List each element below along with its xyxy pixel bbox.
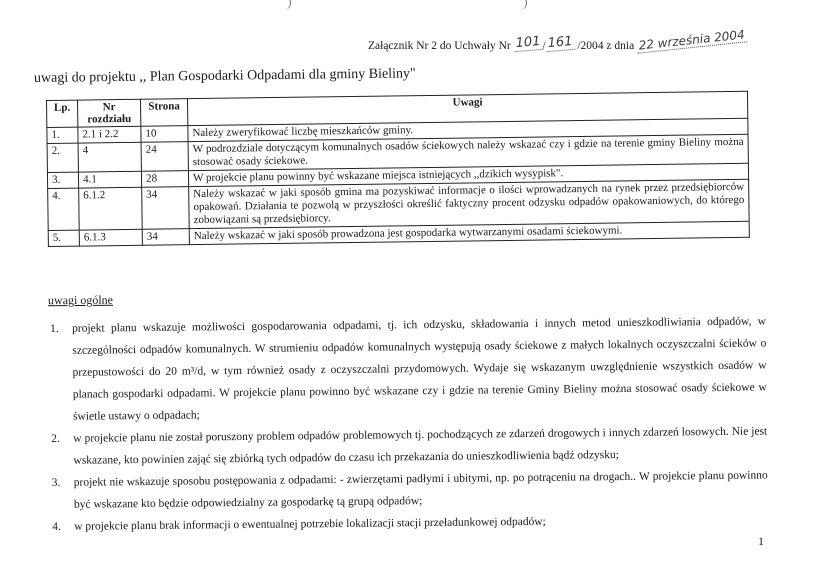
cell-chapter: 6.1.3 xyxy=(79,229,142,246)
cell-page: 34 xyxy=(142,229,189,246)
list-item-number: 3. xyxy=(51,476,61,489)
binder-hole-mark xyxy=(280,0,291,10)
handwritten-resolution-number-1: 101 xyxy=(513,34,543,52)
cell-lp: 5. xyxy=(48,230,79,246)
page-number: 1 xyxy=(758,534,764,548)
handwritten-date: 22 września 2004 xyxy=(636,27,747,53)
header-page: Strona xyxy=(140,99,187,127)
cell-page: 28 xyxy=(141,171,188,188)
attachment-header: Załącznik Nr 2 do Uchwały Nr 101 /161 /2004 z dnia 22 września 2004 xyxy=(368,38,808,54)
header-chapter: Nr rozdziału xyxy=(78,99,141,127)
cell-chapter: 4 xyxy=(78,142,141,172)
cell-page: 24 xyxy=(141,142,188,172)
list-item xyxy=(51,420,767,471)
list-item-text: projekt nie wskazuje sposobu postępowania z odpadami: - zwierzętami padłymi i ubitymi, np. po potrąceniu na drogach.. W projekcie planu powinno być wskazane kto będzie odpowiedzialny za gospodarkę tą grupą odpadów; xyxy=(73,469,768,511)
cell-page: 10 xyxy=(141,126,188,143)
remarks-table-wrapper xyxy=(46,91,750,247)
list-item-text: w projekcie planu brak informacji o ewentualnej potrzebie lokalizacji stacji przeładunkowej odpadów; xyxy=(74,515,546,533)
attachment-year: /2004 z dnia xyxy=(577,40,635,52)
list-item-number: 4. xyxy=(52,520,61,533)
cell-chapter: 2.1 i 2.2 xyxy=(78,126,141,143)
list-item-number: 1. xyxy=(50,322,59,335)
cell-lp: 4. xyxy=(48,188,80,230)
list-item-text: w projekcie planu nie został poruszony problem odpadów problemowych tj. pochodzących ze zdarzeń drogowych i innych zdarzeń losowych. Nie jest wskazane, kto powinien zająć się zbiórką tych odpadów do czasu ich przekazania do unieszkodliwienia bądź odzysku; xyxy=(73,425,768,467)
cell-lp: 3. xyxy=(47,172,78,188)
cell-chapter: 4.1 xyxy=(78,171,141,188)
cell-remark: W projekcie planu powinny być wskazane miejsca istniejących ,,dzikich wysypisk". xyxy=(188,163,748,186)
cell-chapter: 6.1.2 xyxy=(79,187,143,230)
general-remarks-list xyxy=(50,311,768,538)
header-lp: Lp. xyxy=(47,100,78,127)
header-remarks: Uwagi xyxy=(187,91,747,125)
remarks-table xyxy=(46,91,750,247)
cell-page: 34 xyxy=(142,187,190,230)
general-remarks-heading: uwagi ogólne xyxy=(47,292,114,308)
binder-hole-mark xyxy=(516,0,527,10)
document-title: uwagi do projektu ,, Plan Gospodarki Odpadami dla gminy Bieliny" xyxy=(33,66,416,86)
list-item-text: projekt planu wskazuje możliwości gospodarowania odpadami, tj. ich odzysku, składowania i innych metod unieszkodliwiania odpadów, w szczególności odpadów komunalnych. W strumieniu odpadów komunalnych występują osady ściekowe z małych lokalnych oczyszczalni ścieków o przepustowości do 20 m³/d, w tym również osady z oczyszczalni przydomowych. Wydaje się wskazanym uwzględnienie wszystkich osadów w planach gospodarki odpadami. W projekcie planu powinno być wskazane czy i gdzie na terenie Gminy Bieliny można stosować osady ściekowe w świetle ustawy o odpadach; xyxy=(72,315,767,423)
list-item xyxy=(50,311,767,428)
handwritten-resolution-number-2: 161 xyxy=(545,34,575,52)
cell-remark: Należy wskazać w jaki sposób gmina ma pozyskiwać informacje o ilości wprowadzanych na rynek przez przedsiębiorców opakowań. Działania te pozwolą w przyszłości określić faktyczny procent odzysku odpadów opakowaniowych, do którego zobowiązani są przedsiębiorcy. xyxy=(189,179,750,228)
attachment-prefix: Załącznik Nr 2 do Uchwały Nr xyxy=(368,40,511,52)
cell-remark: Należy wskazać w jaki sposób prowadzona jest gospodarka wytwarzanymi osadami ściekowymi. xyxy=(189,221,749,244)
cell-remark: Należy zweryfikować liczbę mieszkańców gminy. xyxy=(188,118,748,141)
list-item-number: 2. xyxy=(51,432,60,445)
cell-lp: 1. xyxy=(47,127,78,143)
cell-lp: 2. xyxy=(47,143,78,172)
list-item xyxy=(52,464,768,515)
cell-remark: W podrozdziale dotyczącym komunalnych osadów ściekowych należy wskazać czy i gdzie na terenie gminy Bieliny można stosować osady ściekowe. xyxy=(188,134,748,170)
